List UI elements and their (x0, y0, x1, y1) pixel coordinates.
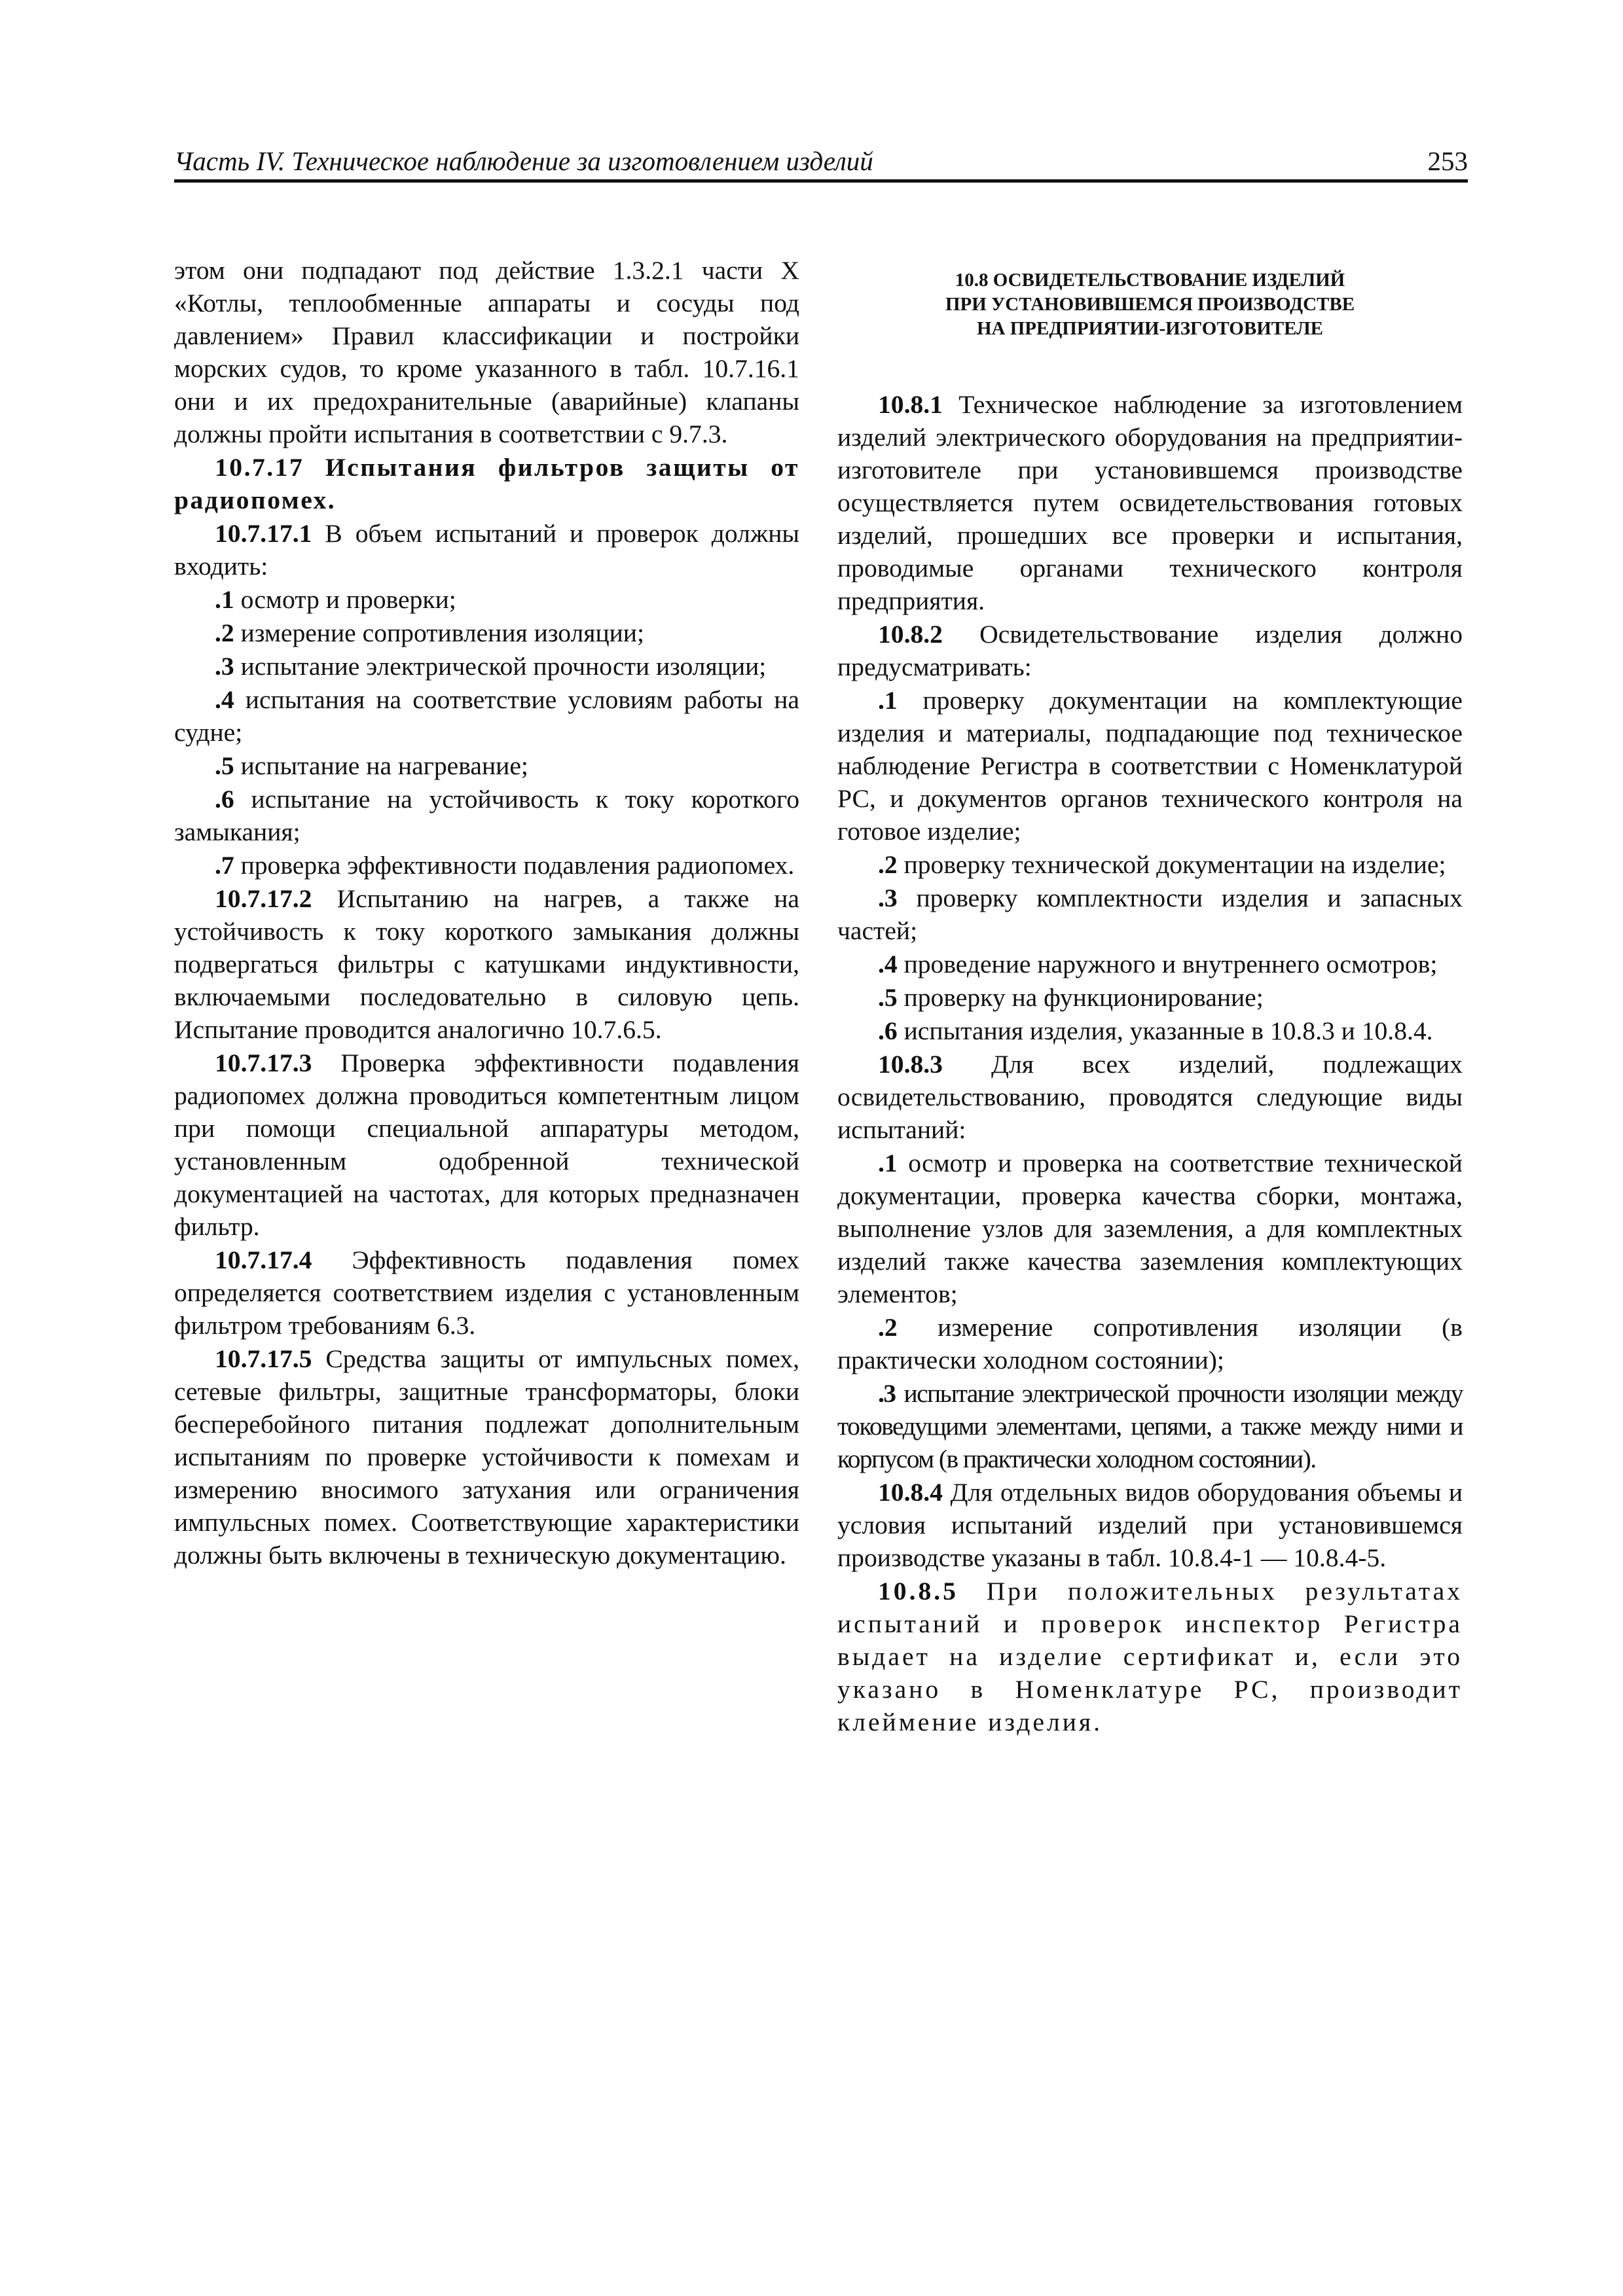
item-number: .5 (215, 751, 234, 780)
clause-text: Проверка эффективности подавления радиопомех должна проводиться компетентным лицом при помощи специальной аппаратуры методом, установленным одобренной технической документацией на частотах, для которых предназначен фильтр. (174, 1049, 799, 1241)
list-item (837, 948, 1463, 980)
clause-text: Для всех изделий, подлежащих освидетельствованию, проводятся следующие виды испытаний: (837, 1050, 1463, 1144)
clause-text: Испытанию на нагрев, а также на устойчивость к току короткого замыкания должны подвергаться фильтры с катушками индуктивности, включаемыми последовательно в силовую цепь. Испытание проводится аналогично 10.7.6.5. (174, 884, 799, 1044)
item-number: .1 (878, 1149, 898, 1177)
item-text: проверку комплектности изделия и запасных частей; (837, 884, 1463, 945)
item-number: .7 (215, 851, 234, 880)
item-text: проведение наружного и внутреннего осмотров; (897, 950, 1438, 978)
item-text: осмотр и проверки; (234, 585, 456, 614)
clause-number: 10.7.17.2 (215, 884, 312, 913)
item-text: проверку документации на комплектующие изделия и материалы, подпадающие под техническое наблюдение Регистра в соответствии с Номенклатурой РС, и документов органов технического контроля на готовое изделие; (837, 686, 1463, 846)
paragraph-10-8-5 (837, 1575, 1463, 1738)
clause-number: 10.7.17.5 (215, 1344, 312, 1373)
list-item (837, 882, 1463, 947)
clause-number: 10.8.1 (878, 390, 943, 419)
section-heading-line: 10.8 ОСВИДЕТЕЛЬСТВОВАНИЕ ИЗДЕЛИЙ (955, 270, 1345, 291)
item-number: .5 (878, 983, 898, 1012)
clause-text: Эффективность подавления помех определяется соответствием изделия с установленным фильтром требованиям 6.3. (174, 1246, 799, 1340)
list-item (837, 1147, 1463, 1310)
item-text: проверку технической документации на изделие; (897, 850, 1446, 879)
item-text: измерение сопротивления изоляции (в практически холодном состоянии); (837, 1313, 1463, 1374)
list-item (174, 683, 799, 749)
heading-10-7-17: 10.7.17 Испытания фильтров защиты от радиопомех. (174, 453, 799, 514)
clause-text: Средства защиты от импульсных помех, сетевые фильтры, защитные трансформаторы, блоки бесперебойного питания подлежат дополнительным испытаниям по проверке устойчивости к помехам и измерению вносимого затухания или ограничения импульсных помех. Соответствующие характеристики должны быть включены в техническую документацию. (174, 1344, 799, 1570)
list-item (174, 749, 799, 782)
item-text: испытание электрической прочности изоляции; (234, 652, 767, 681)
clause-number: 10.8.4 (878, 1478, 943, 1507)
clause-number: 10.7.17.3 (215, 1049, 312, 1077)
list-item (174, 849, 799, 882)
list-item (837, 848, 1463, 881)
item-text: измерение сопротивления изоляции; (234, 619, 644, 647)
clause-number: 10.7.17.4 (215, 1246, 312, 1274)
item-number: .3 (215, 652, 234, 681)
paragraph-10-7-17-2 (174, 882, 799, 1046)
item-number: .3 (878, 1379, 896, 1408)
clause-number: 10.8.3 (878, 1050, 943, 1079)
item-number: .2 (215, 619, 234, 647)
list-item (174, 783, 799, 848)
item-number: .6 (215, 785, 234, 814)
item-text: проверка эффективности подавления радиопомех. (234, 851, 795, 880)
item-number: .2 (878, 850, 898, 879)
item-number: .1 (215, 585, 234, 614)
paragraph-10-8-3 (837, 1048, 1463, 1146)
paragraph-10-8-2 (837, 618, 1463, 683)
clause-text: В объем испытаний и проверок должны входить: (174, 519, 799, 581)
item-number: .6 (878, 1016, 898, 1045)
item-text: осмотр и проверка на соответствие технической документации, проверка качества сборки, монтажа, выполнение узлов для заземления, а для комплектных изделий также качества заземления комплектующих элементов; (837, 1149, 1463, 1308)
item-text: испытание на устойчивость к току короткого замыкания; (174, 785, 799, 846)
page-header (174, 139, 1468, 183)
section-heading-line: ПРИ УСТАНОВИВШЕМСЯ ПРОИЗВОДСТВЕ (945, 294, 1355, 315)
list-item (837, 981, 1463, 1014)
list-item (174, 650, 799, 683)
list-item (837, 1014, 1463, 1047)
clause-text: Техническое наблюдение за изготовлением изделий электрического оборудования на предприятии-изготовителе при установившемся производстве осуществляется путем освидетельствования готовых изделий, прошедших все проверки и испытания, проводимые органами технического контроля предприятия. (837, 390, 1463, 615)
section-heading-line: НА ПРЕДПРИЯТИИ-ИЗГОТОВИТЕЛЕ (976, 318, 1324, 339)
clause-text: При положительных результатах испытаний и проверок инспектор Регистра выдает на изделие сертификат и, если это указано в Номенклатуре РС, производит клеймение изделия. (837, 1577, 1463, 1736)
item-number: .4 (878, 950, 898, 978)
clause-number: 10.7.17.1 (215, 519, 312, 548)
right-column (837, 254, 1463, 1739)
left-column (174, 254, 799, 1572)
section-heading-10-8 (837, 268, 1463, 341)
item-text: проверку на функционирование; (897, 983, 1264, 1012)
list-item (837, 684, 1463, 848)
item-number: .1 (878, 686, 898, 715)
item-number: .3 (878, 884, 898, 912)
list-item (174, 583, 799, 616)
paragraph-10-8-4 (837, 1476, 1463, 1574)
item-text: испытания изделия, указанные в 10.8.3 и 10.8.4. (897, 1016, 1433, 1045)
clause-number: 10.8.5 (878, 1577, 958, 1605)
item-text: испытания на соответствие условиям работы на судне; (174, 685, 799, 747)
paragraph-10-8-1 (837, 388, 1463, 617)
clause-number: 10.8.2 (878, 620, 943, 649)
item-text: испытание электрической прочности изоляции между токоведущими элементами, цепями, а также между ними и корпусом (в практически холодном состоянии). (837, 1379, 1463, 1473)
continuation-paragraph: этом они подпадают под действие 1.3.2.1 части X «Котлы, теплообменные аппараты и сосуды под давлением» Правил классификации и постройки морских судов, то кроме указанного в табл. 10.7.16.1 они и их предохранительные (аварийные) клапаны должны пройти испытания в соответствии с 9.7.3. (174, 256, 799, 448)
page-number: 253 (1427, 146, 1468, 176)
item-number: .4 (215, 685, 234, 714)
list-item (837, 1377, 1463, 1475)
list-item (837, 1311, 1463, 1376)
item-number: .2 (878, 1313, 898, 1342)
paragraph-10-7-17-4 (174, 1244, 799, 1342)
paragraph-10-7-17-5 (174, 1342, 799, 1571)
running-title: Часть IV. Техническое наблюдение за изготовлением изделий (174, 146, 873, 176)
paragraph-10-7-17-3 (174, 1047, 799, 1243)
clause-text: Для отдельных видов оборудования объемы и условия испытаний изделий при установившемся производстве указаны в табл. 10.8.4-1 — 10.8.4-5. (837, 1478, 1463, 1572)
item-text: испытание на нагревание; (234, 751, 528, 780)
paragraph-10-7-17-1 (174, 517, 799, 583)
list-item (174, 617, 799, 649)
clause-text: Освидетельствование изделия должно предусматривать: (837, 620, 1463, 681)
